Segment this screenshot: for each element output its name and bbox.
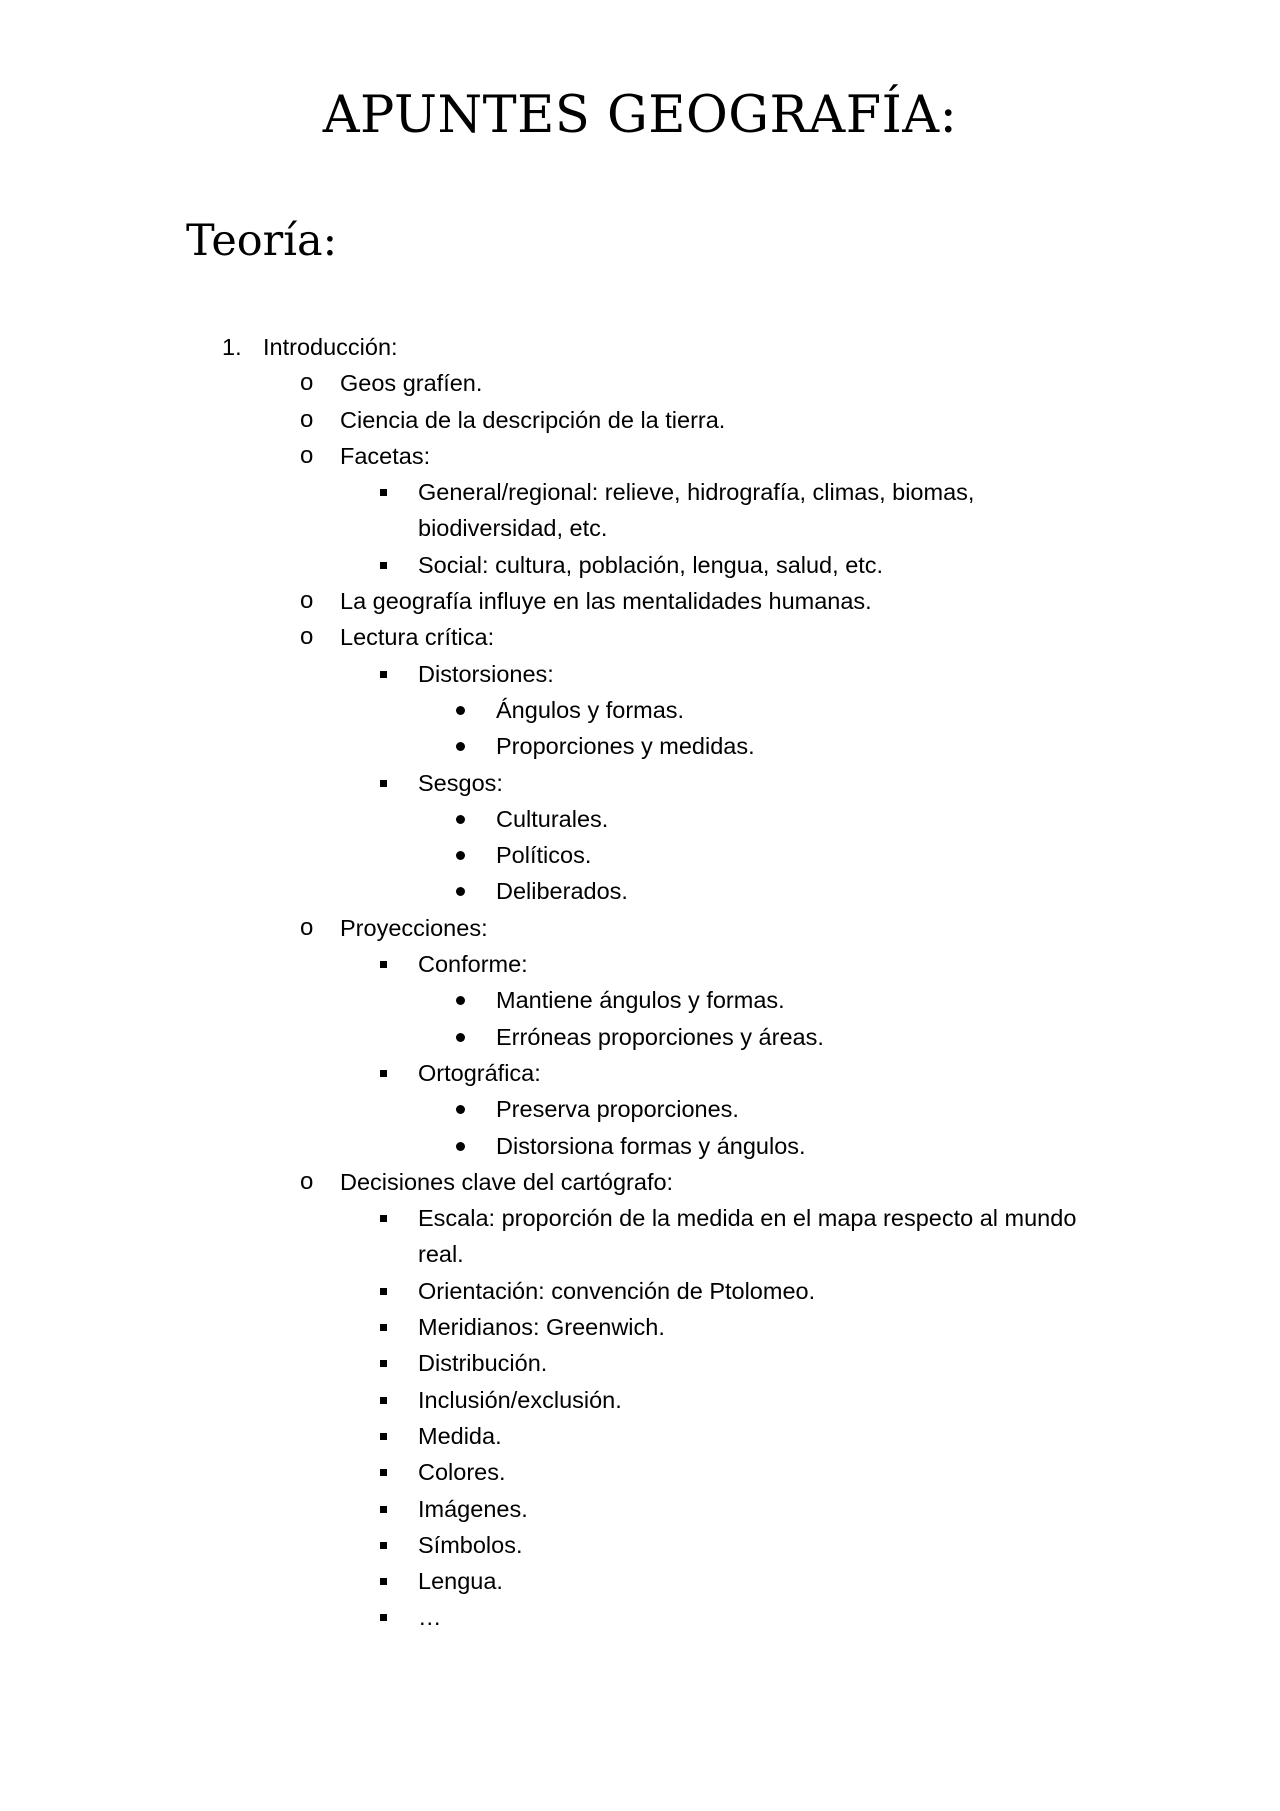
outline-item-text: Lengua. <box>418 1568 503 1595</box>
square-bullet-icon <box>380 961 387 968</box>
outline-item-level-4 <box>0 1019 1280 1055</box>
outline-item-level-2 <box>0 365 1280 401</box>
round-bullet-icon <box>456 851 465 860</box>
outline-item-text: Erróneas proporciones y áreas. <box>496 1023 824 1050</box>
outline-item-text: Social: cultura, población, lengua, salud, etc. <box>418 551 884 578</box>
outline-item-level-4 <box>0 1091 1280 1127</box>
square-bullet-icon <box>380 780 387 787</box>
outline-item-level-3 <box>0 765 1280 801</box>
outline-item-text: Geos grafíen. <box>340 370 483 397</box>
outline-item-level-4 <box>0 728 1280 764</box>
outline-item-level-3 <box>0 1345 1280 1381</box>
square-bullet-icon <box>380 671 387 678</box>
list-number-marker: 1. <box>222 334 242 360</box>
outline-item-text: Inclusión/exclusión. <box>418 1386 622 1413</box>
outline-item-text: Mantiene ángulos y formas. <box>496 987 785 1014</box>
outline-item-level-3 <box>0 1599 1280 1635</box>
outline-item-level-3 <box>0 1491 1280 1527</box>
outline-item-text: Proporciones y medidas. <box>496 733 755 760</box>
outline-item-text: Distribución. <box>418 1350 548 1377</box>
outline-item-text: Facetas: <box>340 442 431 469</box>
outline-item-text: Conforme: <box>418 951 528 978</box>
outline-item-text: Introducción: <box>263 334 398 360</box>
square-bullet-icon <box>380 1070 387 1077</box>
outline-item-level-3 <box>0 656 1280 692</box>
outline-item-level-3 <box>0 1382 1280 1418</box>
square-bullet-icon <box>380 1542 387 1549</box>
outline-item-level-3 <box>0 1273 1280 1309</box>
outline-item-text: Culturales. <box>496 805 609 832</box>
outline-item-level-4 <box>0 692 1280 728</box>
square-bullet-icon <box>380 489 387 496</box>
outline-item-text: Proyecciones: <box>340 914 488 941</box>
square-bullet-icon <box>380 1506 387 1513</box>
round-bullet-icon <box>456 742 465 751</box>
outline-item-level-3 <box>0 1527 1280 1563</box>
round-bullet-icon <box>456 706 465 715</box>
outline-item-level-4 <box>0 873 1280 909</box>
outline-item-level-2 <box>0 910 1280 946</box>
hollow-bullet-marker: o <box>300 623 314 651</box>
page-title: APUNTES GEOGRAFÍA: <box>322 86 958 145</box>
square-bullet-icon <box>380 1614 387 1621</box>
outline-item-level-3 <box>0 946 1280 982</box>
outline-item-level-2 <box>0 402 1280 438</box>
outline-item-text: Imágenes. <box>418 1495 528 1522</box>
hollow-bullet-marker: o <box>300 913 314 941</box>
outline-item-level-4 <box>0 982 1280 1018</box>
square-bullet-icon <box>380 1288 387 1295</box>
square-bullet-icon <box>380 1215 387 1222</box>
outline-item-text: Políticos. <box>496 842 592 869</box>
round-bullet-icon <box>456 996 465 1005</box>
hollow-bullet-marker: o <box>300 405 314 433</box>
outline-item-level-2 <box>0 583 1280 619</box>
square-bullet-icon <box>380 1469 387 1476</box>
square-bullet-icon <box>380 1324 387 1331</box>
outline-item-level-4 <box>0 801 1280 837</box>
outline-item-text: Distorsiones: <box>418 660 554 687</box>
outline-item-text: Ciencia de la descripción de la tierra. <box>340 406 726 433</box>
hollow-bullet-marker: o <box>300 369 314 397</box>
outline-item-level-2 <box>0 619 1280 655</box>
outline-item-level-3 <box>0 1055 1280 1091</box>
round-bullet-icon <box>456 1105 465 1114</box>
outline-item-level-3 <box>0 1563 1280 1599</box>
outline-item-text: La geografía influye en las mentalidades humanas. <box>340 588 872 615</box>
outline-item-text: … <box>418 1604 442 1631</box>
outline-item-text: Decisiones clave del cartógrafo: <box>340 1168 674 1195</box>
outline-item-level-3 <box>0 1309 1280 1345</box>
outline-item-level-3 <box>0 547 1280 583</box>
hollow-bullet-marker: o <box>300 587 314 615</box>
outline-item-text: Orientación: convención de Ptolomeo. <box>418 1277 816 1304</box>
square-bullet-icon <box>380 1360 387 1367</box>
outline-item-text: Distorsiona formas y ángulos. <box>496 1132 806 1159</box>
square-bullet-icon <box>380 1578 387 1585</box>
outline-item-level-4 <box>0 837 1280 873</box>
outline-item-level-4 <box>0 1128 1280 1164</box>
outline-item-text: General/regional: relieve, hidrografía, climas, biomas, biodiversidad, etc. <box>418 479 975 542</box>
outline-item-level-3 <box>0 474 1280 547</box>
outline-item-text: Ortográfica: <box>418 1059 541 1086</box>
hollow-bullet-marker: o <box>300 441 314 469</box>
outline-item-text: Ángulos y formas. <box>496 696 685 723</box>
outline-item-level-3 <box>0 1418 1280 1454</box>
outline-item-text: Colores. <box>418 1459 506 1486</box>
outline-item-text: Lectura crítica: <box>340 624 495 651</box>
outline-list <box>0 329 1280 1636</box>
round-bullet-icon <box>456 1142 465 1151</box>
section-heading: Teoría: <box>186 216 338 266</box>
outline-item-text: Escala: proporción de la medida en el mapa respecto al mundo real. <box>418 1205 1077 1268</box>
outline-item-level-3 <box>0 1454 1280 1490</box>
square-bullet-icon <box>380 562 387 569</box>
square-bullet-icon <box>380 1397 387 1404</box>
outline-item-text: Meridianos: Greenwich. <box>418 1314 665 1341</box>
outline-item-text: Símbolos. <box>418 1531 523 1558</box>
outline-item-text: Medida. <box>418 1422 502 1449</box>
outline-item-level-3 <box>0 1200 1280 1273</box>
outline-item-text: Preserva proporciones. <box>496 1096 739 1123</box>
outline-item-text: Deliberados. <box>496 878 628 905</box>
round-bullet-icon <box>456 1033 465 1042</box>
outline-item-level-2 <box>0 1164 1280 1200</box>
outline-item-text: Sesgos: <box>418 769 503 796</box>
hollow-bullet-marker: o <box>300 1167 314 1195</box>
square-bullet-icon <box>380 1433 387 1440</box>
outline-item-level-1 <box>0 329 1280 365</box>
outline-item-level-2 <box>0 438 1280 474</box>
round-bullet-icon <box>456 815 465 824</box>
round-bullet-icon <box>456 887 465 896</box>
